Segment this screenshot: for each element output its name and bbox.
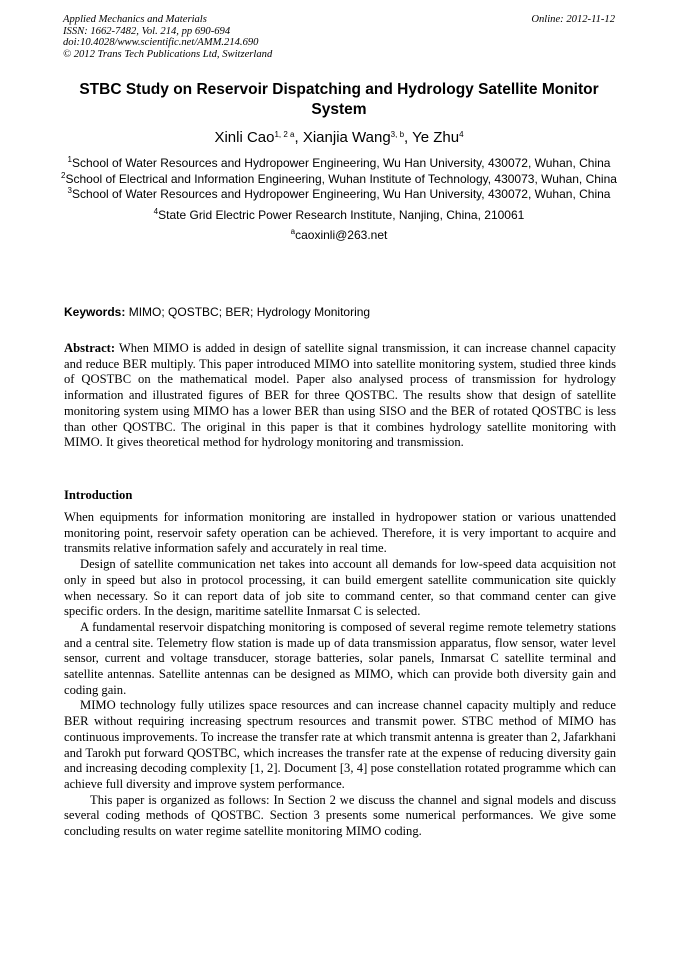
- online-date: Online: 2012-11-12: [531, 14, 615, 25]
- author-sup: 3, b: [390, 130, 405, 139]
- affiliation-sup: 2: [61, 170, 66, 180]
- author-sup: 4: [459, 130, 464, 139]
- affiliation: [60, 208, 618, 224]
- affiliation-text: School of Water Resources and Hydropower Engineering, Wu Han University, 430072, Wuhan, China: [71, 156, 611, 170]
- affiliations: [60, 156, 618, 244]
- email-sup: a: [290, 227, 296, 236]
- paper-title: STBC Study on Reservoir Dispatching and Hydrology Satellite Monitor System: [79, 81, 599, 118]
- author-name: Xinli Cao: [214, 129, 275, 146]
- author-sup: 1, 2 a: [274, 130, 295, 139]
- paragraph: A fundamental reservoir dispatching monitoring is composed of several regime remote telemetry stations and a central site. Telemetry flow station is made up of data transmission apparatus, flow sensor, water level sensor, current and voltage transducer, storage batteries, solar panels, Inmarsat C satellite terminal and satellite antennas. Satellite antennas can be designed as MIMO, which can provide both diversity gain and coding gain.: [64, 619, 616, 697]
- author-name: Ye Zhu: [412, 129, 460, 146]
- author-separator: ,: [294, 129, 303, 146]
- affiliation-text: School of Water Resources and Hydropower Engineering, Wu Han University, 430072, Wuhan, China: [71, 187, 611, 201]
- author-separator: ,: [404, 129, 413, 146]
- journal-name: Applied Mechanics and Materials: [63, 14, 207, 25]
- paragraph: Design of satellite communication net takes into account all demands for low-speed data acquisition not only in speed but also in protocol processing, it can build emergent satellite communication site quickly when necessary. So it can report data of job site to command center, so that command center can give specific orders. In the design, maritime satellite Inmarsat C is selected.: [64, 557, 616, 619]
- paragraph: When equipments for information monitoring are installed in hydropower station or various unattended monitoring point, reservoir safety operation can be achieved. Therefore, it is very important to acquire and transmits relative information safely and accurately in real time.: [64, 510, 616, 556]
- keywords-label: Keywords:: [64, 305, 126, 319]
- affiliation-text: School of Electrical and Information Engineering, Wuhan Institute of Technology, 430073, Wuhan, China: [65, 171, 617, 186]
- keywords-text: MIMO; QOSTBC; BER; Hydrology Monitoring: [128, 305, 371, 319]
- abstract-label: Abstract:: [64, 341, 116, 355]
- affiliation-sup: 4: [153, 206, 159, 216]
- paragraph: This paper is organized as follows: In Section 2 we discuss the channel and signal models and discuss several coding methods of QOSTBC. Section 3 presents some numerical performances. We give some concluding results on water regime satellite monitoring MIMO coding.: [64, 792, 616, 839]
- keywords: [64, 305, 616, 320]
- abstract: [64, 341, 616, 451]
- affiliation-sup: 3: [67, 186, 72, 195]
- paragraph: MIMO technology fully utilizes space resources and can increase channel capacity multiply and reduce BER without requiring increasing spectrum resources and transmit power. STBC method of MIMO has continuous improvements. To increase the transfer rate at which transmit antenna is greater than 2, Jafarkhani and Tarokh put forward QOSTBC, which increases the transfer rate at the expense of reducing diversity gain and increasing decoding complexity [1, 2]. Document [3, 4] pose constellation rotated programme which can achieve full diversity and improve system performance.: [64, 698, 616, 791]
- author-line: [60, 128, 618, 148]
- affiliation: [60, 172, 618, 188]
- introduction-body: [64, 510, 616, 840]
- author-email: [60, 228, 618, 244]
- issn-line: ISSN: 1662-7482, Vol. 214, pp 690-694: [63, 25, 231, 37]
- doi-line: doi:10.4028/www.scientific.net/AMM.214.690: [63, 37, 259, 49]
- abstract-text: When MIMO is added in design of satellite signal transmission, it can increase channel capacity and reduce BER multiply. This paper introduced MIMO into satellite monitoring system, studied three kinds of QOSTBC on the mathematical model. Paper also analysed process of transmission for hydrology information and illustrated figures of BER for three QOSTBC. The results show that design of satellite monitoring system using MIMO has a lower BER than using SISO and the BER of rotated QOSTBC is less than other QOSTBC. The original in this paper is that it combines hydrology satellite monitoring with MIMO. It gives theoretical method for hydrology monitoring and transmission.: [64, 341, 617, 450]
- affiliation-sup: 1: [67, 155, 72, 164]
- author-name: Xianjia Wang: [302, 129, 391, 146]
- affiliation: [60, 187, 618, 203]
- journal-header: [63, 14, 615, 60]
- section-heading-introduction: Introduction: [64, 488, 133, 502]
- affiliation: [60, 156, 618, 172]
- email-text: caoxinli@263.net: [295, 228, 388, 242]
- affiliation-text: State Grid Electric Power Research Institute, Nanjing, China, 210061: [158, 207, 525, 222]
- copyright-line: © 2012 Trans Tech Publications Ltd, Switzerland: [63, 48, 273, 60]
